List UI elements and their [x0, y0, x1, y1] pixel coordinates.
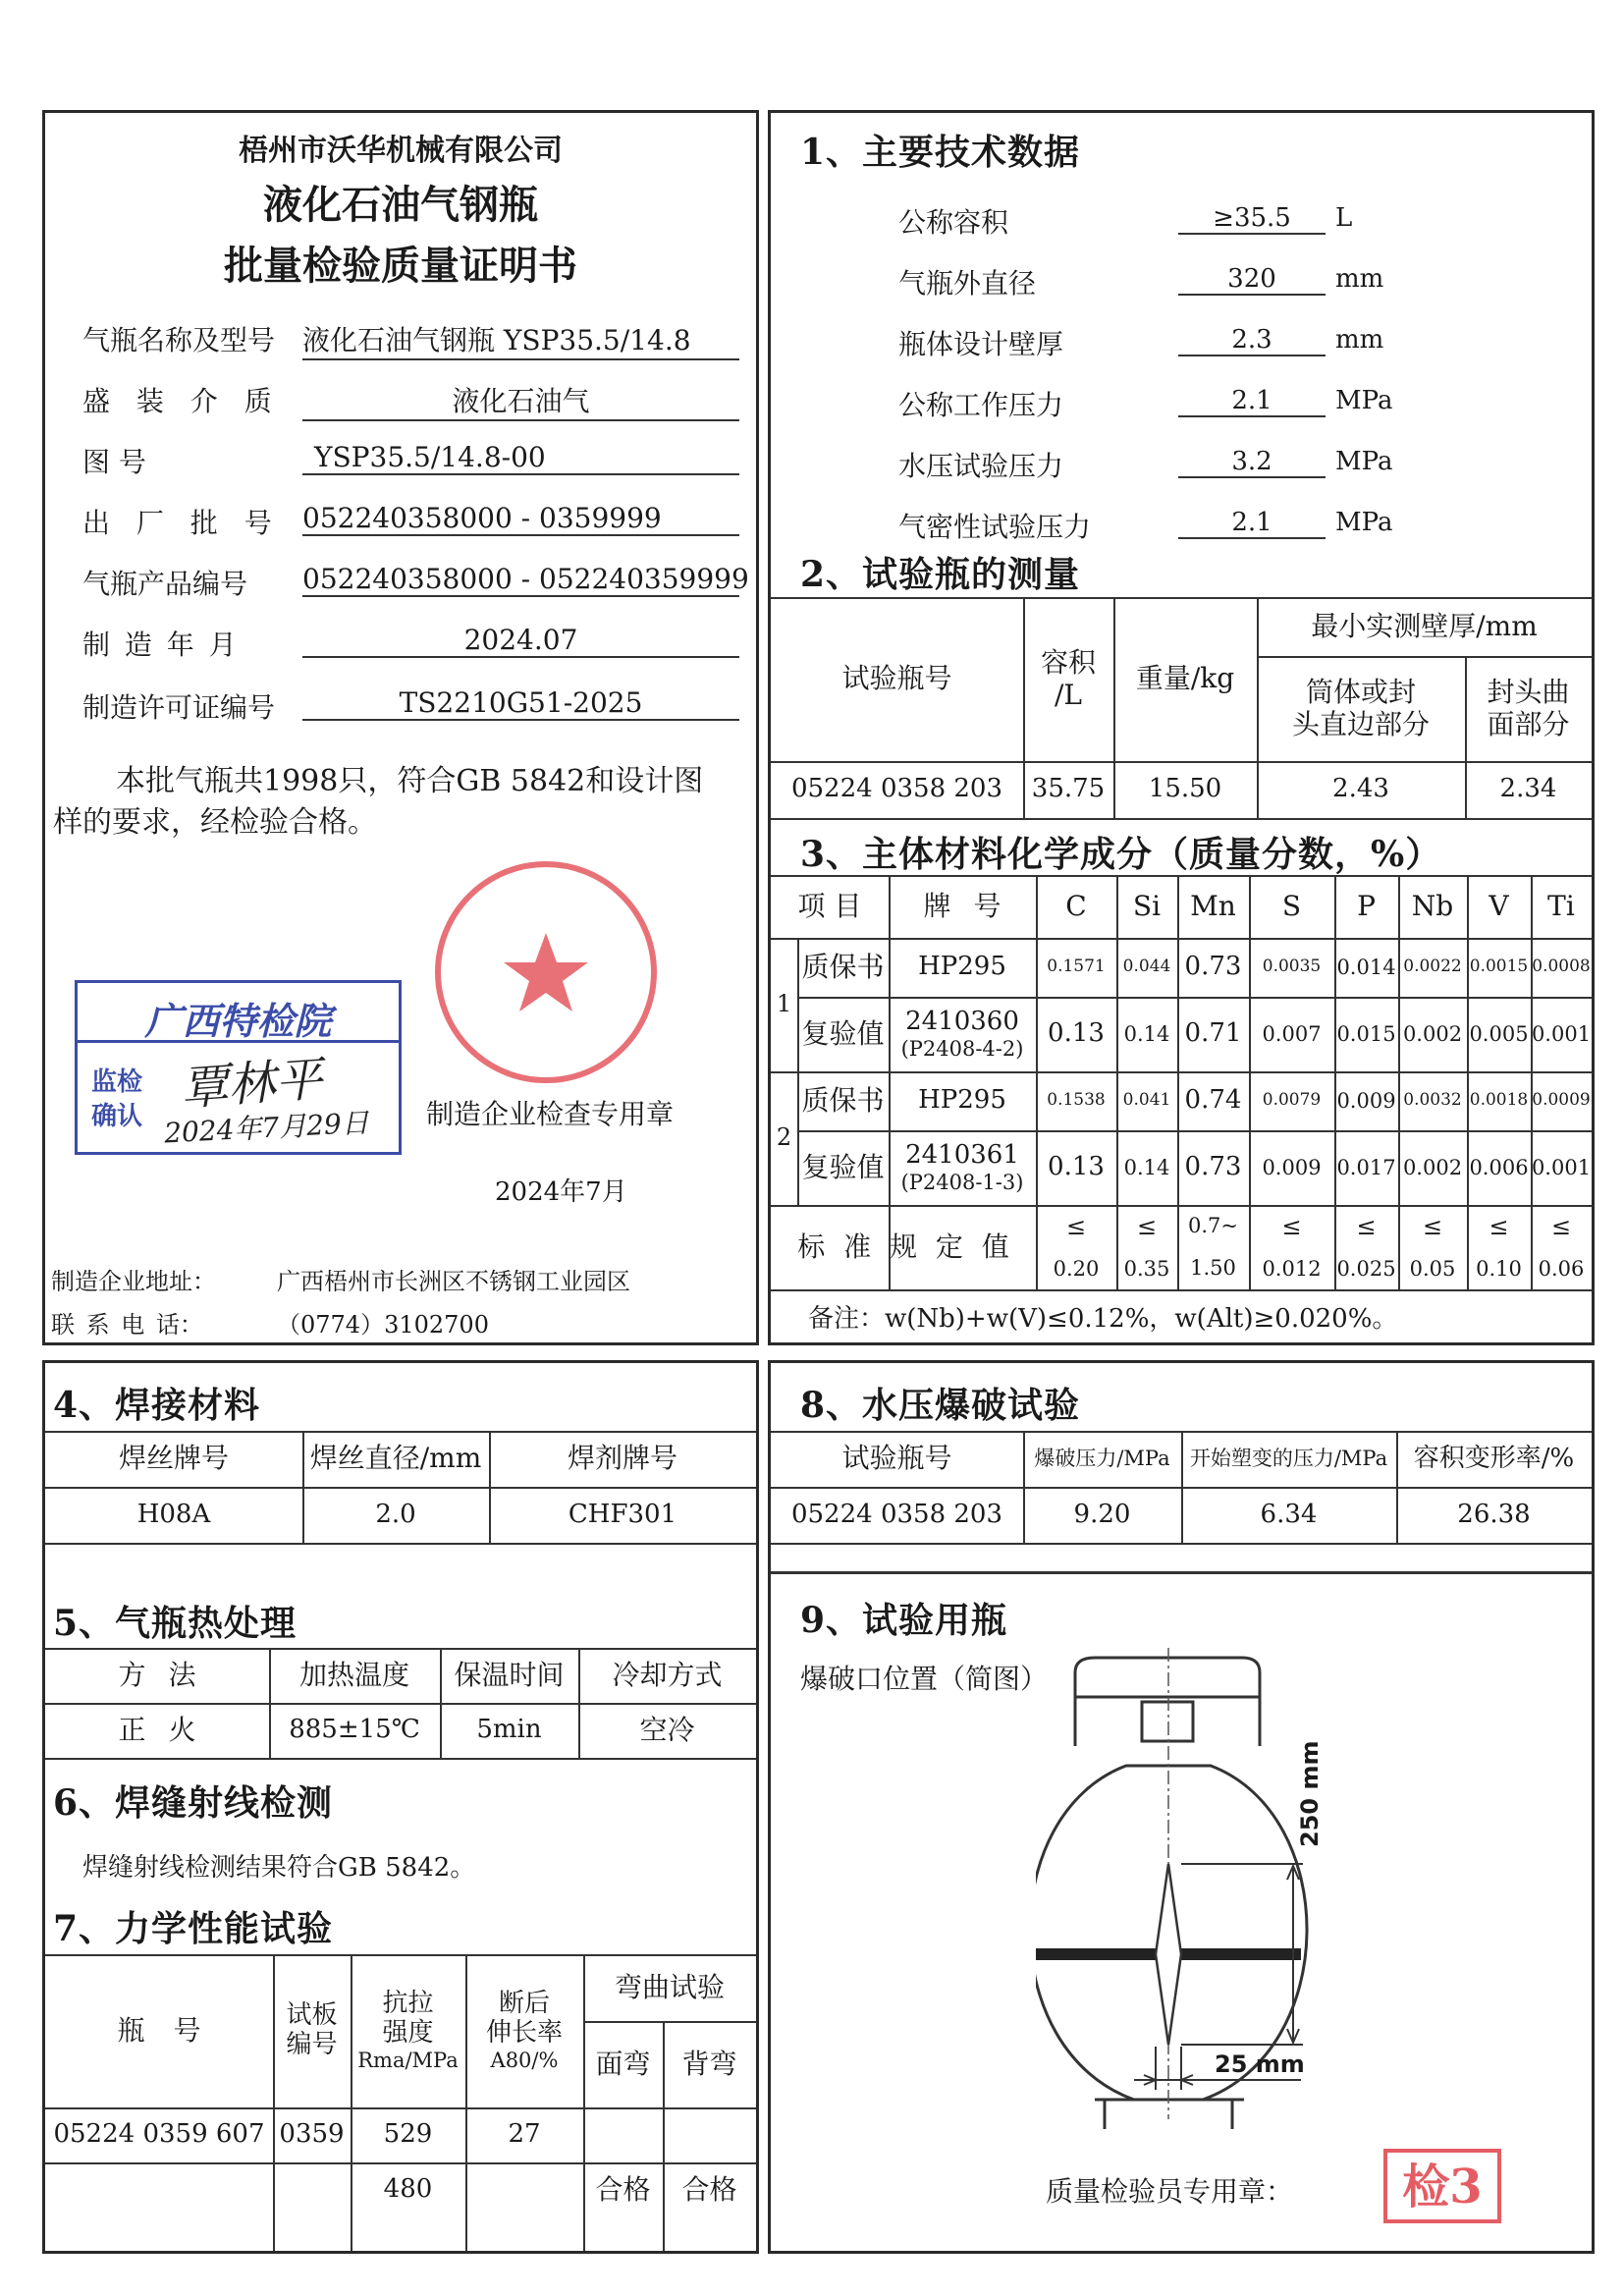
statement-line-1: 本批气瓶共1998只，符合GB 5842和设计图 [116, 764, 704, 798]
measure-head: 2.34 [1499, 774, 1557, 804]
chem-header-nb: Nb [1411, 889, 1454, 922]
inspection-role-2: 确认 [91, 1102, 143, 1131]
chem-header-v: V [1489, 889, 1509, 922]
chem-value: 0.002 [1402, 1021, 1463, 1046]
chem-standard-top: ≤ [1550, 1212, 1572, 1240]
tech-label-4: 水压试验压力 [898, 450, 1064, 482]
chem-value: 0.009 [1336, 1088, 1396, 1113]
chem-value: 0.13 [1048, 1152, 1105, 1182]
certificate-panel [42, 110, 759, 1345]
chem-standard-top: ≤ [1422, 1212, 1443, 1240]
chem-value: 0.0035 [1262, 957, 1322, 977]
chem-value: 0.73 [1184, 1152, 1242, 1182]
phone-label: 联 系 电 话： [51, 1311, 203, 1339]
field-value-license: TS2210G51-2025 [302, 686, 739, 721]
measure-header-body-1: 筒体或封 [1305, 676, 1416, 709]
chem-title: 3、主体材料化学成分（质量分数，%） [800, 834, 1442, 875]
burst-pressure: 9.20 [1073, 1499, 1131, 1529]
mech-plate: 0359 [279, 2119, 345, 2150]
tech-unit-0: L [1335, 203, 1353, 233]
measure-weight: 15.50 [1148, 774, 1222, 804]
measure-header-body [1257, 656, 1465, 761]
chem-header-s: S [1281, 889, 1302, 922]
measure-header-min-wall: 最小实测壁厚/mm [1311, 609, 1538, 642]
radio-title: 6、焊缝射线检测 [53, 1782, 334, 1824]
mech-header-tensile [351, 1954, 465, 2107]
chem-value: 0.006 [1469, 1155, 1529, 1179]
mech-elongation: 27 [508, 2119, 541, 2150]
tech-unit-1: mm [1335, 264, 1384, 294]
heat-header-hold: 保温时间 [454, 1658, 565, 1691]
chem-header-mn: Mn [1190, 889, 1236, 922]
measure-body: 2.43 [1332, 774, 1389, 804]
measure-header-weight: 重量/kg [1135, 662, 1235, 695]
chem-value: 0.0009 [1532, 1090, 1591, 1111]
chem-row-label: 质保书 [801, 950, 885, 983]
chem-row-label: 复验值 [801, 1016, 885, 1050]
heat-temp: 885±15℃ [289, 1715, 420, 1745]
tech-unit-4: MPa [1335, 447, 1393, 476]
heat-title: 5、气瓶热处理 [53, 1603, 298, 1644]
field-value-drawing: YSP35.5/14.8-00 [302, 441, 739, 475]
process-panel [42, 1360, 759, 2254]
tech-unit-3: MPa [1335, 386, 1393, 415]
chem-row-grade [889, 997, 1036, 1071]
chem-value: 0.73 [1184, 952, 1242, 982]
measure-header-no: 试验瓶号 [841, 662, 952, 695]
tech-value-1: 320 [1178, 264, 1326, 296]
chem-value: 0.1538 [1047, 1090, 1106, 1111]
chem-standard-top: ≤ [1065, 1212, 1087, 1240]
chem-standard [1177, 1205, 1249, 1289]
address-label: 制造企业地址： [51, 1268, 216, 1295]
measure-header-head-1: 封头曲 [1487, 676, 1570, 709]
mech-back-bend: 合格 [681, 2172, 737, 2206]
doc-title-1: 液化石油气钢瓶 [263, 182, 538, 228]
chem-standard-bottom: 0.05 [1409, 1257, 1456, 1282]
chem-value: 0.13 [1048, 1018, 1105, 1049]
chem-value: 0.0022 [1403, 957, 1462, 977]
chem-header-si: Si [1132, 889, 1162, 922]
chem-standard-bottom: 0.06 [1538, 1257, 1585, 1282]
company-seal [428, 854, 664, 1090]
chem-standard-bottom: 0.35 [1123, 1257, 1170, 1282]
chem-value: 0.017 [1336, 1155, 1396, 1179]
field-label-drawing [82, 441, 289, 480]
tech-label-0: 公称容积 [898, 206, 1009, 239]
chem-standard [1249, 1205, 1334, 1289]
measure-header-vol-2: /L [1054, 678, 1083, 711]
chem-standard [1116, 1205, 1177, 1289]
measure-header-body-2: 头直边部分 [1291, 707, 1430, 740]
inspector-stamp: 检3 [1383, 2149, 1501, 2223]
welding-wire: H08A [136, 1499, 211, 1529]
welding-title: 4、焊接材料 [53, 1385, 261, 1426]
inspection-org: 广西特检院 [144, 999, 332, 1043]
tech-label-2: 瓶体设计壁厚 [898, 328, 1064, 360]
chem-row-grade-main: 2410360 [905, 1006, 1019, 1036]
chem-standard [1036, 1205, 1116, 1289]
tech-label-3: 公称工作压力 [898, 389, 1064, 421]
bottle-dim-vertical: 250 mm [1296, 1740, 1324, 1847]
chem-value: 0.0015 [1469, 957, 1529, 977]
chem-value: 0.0018 [1469, 1090, 1529, 1111]
measure-no: 05224 0358 203 [790, 774, 1003, 804]
welding-header-diameter: 焊丝直径/mm [309, 1442, 482, 1475]
chem-row-grade: HP295 [918, 1085, 1006, 1116]
burst-header-no: 试验瓶号 [841, 1442, 952, 1475]
chem-value: 0.74 [1184, 1085, 1242, 1116]
mech-header-face-bend: 面弯 [595, 2047, 651, 2080]
chem-standard-top: ≤ [1356, 1212, 1377, 1240]
chem-row-grade-main: 2410361 [905, 1139, 1019, 1170]
tech-value-5: 2.1 [1178, 508, 1326, 539]
tech-title: 1、主要技术数据 [800, 132, 1081, 173]
mech-no: 05224 0359 607 [53, 2119, 265, 2150]
chem-header-ti: Ti [1547, 889, 1575, 922]
mech-header-elongation [465, 1954, 583, 2107]
heat-header-temp: 加热温度 [298, 1658, 409, 1691]
chem-value: 0.014 [1336, 955, 1396, 979]
burst-panel [768, 1360, 1595, 2254]
chem-value: 0.044 [1122, 957, 1171, 977]
chem-value: 0.14 [1123, 1155, 1170, 1179]
field-label-model: 气瓶名称及型号 [82, 324, 276, 356]
mech-tensile: 529 [383, 2119, 433, 2150]
chem-standard-label: 标 准 规 定 值 [797, 1230, 1009, 1263]
chem-standard-top: ≤ [1136, 1212, 1158, 1240]
mech-header-elongation-1: 断后 [498, 1989, 550, 2019]
field-value-medium: 液化石油气 [302, 380, 739, 421]
chem-row-label: 质保书 [801, 1083, 885, 1117]
test-data-panel [768, 110, 1595, 1345]
mech-tensile-2: 480 [383, 2174, 433, 2205]
field-label-batch: 出 厂 批 号 [82, 507, 272, 539]
chem-standard-bottom: 0.10 [1476, 1257, 1522, 1282]
burst-yield: 6.34 [1260, 1499, 1318, 1529]
field-label-serial: 气瓶产品编号 [82, 568, 248, 600]
chem-standard-bottom: 0.20 [1053, 1257, 1100, 1282]
mech-header-tensile-1: 抗拉 [382, 1989, 434, 2019]
mech-face-bend: 合格 [595, 2172, 651, 2206]
chem-standard [1531, 1205, 1592, 1289]
chem-value: 0.0032 [1403, 1090, 1462, 1111]
chem-value: 0.1571 [1047, 957, 1106, 977]
tech-label-1: 气瓶外直径 [898, 267, 1037, 300]
measure-header-head [1465, 656, 1592, 761]
doc-title-2: 批量检验质量证明书 [224, 243, 577, 289]
chem-note: 备注：w(Nb)+w(V)≤0.12%，w(Alt)≥0.020%。 [808, 1304, 1398, 1334]
chem-row-label: 复验值 [801, 1150, 885, 1183]
chem-standard-bottom: 0.025 [1336, 1257, 1396, 1282]
field-label-date: 制 造 年 月 [82, 629, 237, 661]
seal-caption: 制造企业检查专用章 [426, 1098, 675, 1130]
chem-standard-bottom: 0.012 [1262, 1257, 1322, 1282]
chem-value: 0.009 [1262, 1155, 1322, 1179]
heat-header-cool: 冷却方式 [612, 1658, 723, 1691]
chem-value: 0.041 [1122, 1090, 1171, 1111]
chem-standard [1398, 1205, 1467, 1289]
mech-header-bend: 弯曲试验 [614, 1970, 725, 2003]
chem-value: 0.14 [1123, 1021, 1170, 1046]
welding-header-flux: 焊剂牌号 [567, 1442, 677, 1475]
heat-cool: 空冷 [639, 1713, 695, 1746]
measure-header-head-2: 面部分 [1487, 707, 1570, 740]
bottle-subtitle: 爆破口位置（简图） [800, 1663, 1049, 1695]
mech-header-tensile-2: 强度 [382, 2017, 434, 2048]
mech-header-elongation-2: 伸长率 [485, 2017, 563, 2048]
address-value: 广西梧州市长洲区不锈钢工业园区 [277, 1268, 630, 1295]
chem-value: 0.015 [1336, 1021, 1396, 1046]
chem-value: 0.007 [1262, 1021, 1322, 1046]
mech-header-back-bend: 背弯 [681, 2047, 737, 2080]
burst-header-deformation: 容积变形率/% [1413, 1443, 1575, 1473]
chem-standard-top: ≤ [1489, 1212, 1509, 1240]
company-name: 梧州市沃华机械有限公司 [239, 134, 563, 168]
chem-row-grade [889, 1130, 1036, 1205]
chem-value: 0.001 [1531, 1155, 1592, 1179]
field-value-serial: 052240358000 - 052240359999 [302, 563, 749, 595]
field-label-drawing-text: 图 号 [82, 446, 146, 478]
burst-title: 8、水压爆破试验 [800, 1385, 1081, 1426]
chem-row-grade: HP295 [918, 952, 1006, 982]
inspection-signature: 覃林平 [179, 1052, 325, 1117]
tech-value-0: ≥35.5 [1178, 203, 1326, 235]
heat-header-method: 方 法 [118, 1658, 196, 1691]
inspector-label: 质量检验员专用章： [1046, 2175, 1294, 2208]
chem-standard-bottom: 1.50 [1190, 1256, 1236, 1281]
burst-no: 05224 0358 203 [790, 1499, 1003, 1529]
chem-value: 0.001 [1531, 1021, 1592, 1046]
measure-header-vol [1023, 597, 1113, 761]
tech-value-3: 2.1 [1178, 386, 1326, 417]
burst-header-pressure: 爆破压力/MPa [1034, 1447, 1170, 1471]
chem-standard-top: 0.7~ [1188, 1214, 1238, 1238]
chem-header-item: 项 目 [797, 889, 862, 922]
chem-standard-top: ≤ [1281, 1212, 1302, 1240]
inspection-role-1: 监检 [91, 1067, 143, 1097]
chem-header-c: C [1065, 889, 1087, 922]
welding-diameter: 2.0 [375, 1499, 416, 1529]
mech-header-plate [273, 1954, 351, 2107]
chem-group-index: 1 [776, 990, 792, 1018]
mech-header-plate-2: 编号 [286, 2030, 338, 2059]
heat-method: 正 火 [118, 1713, 196, 1746]
chem-standard [1467, 1205, 1531, 1289]
heat-hold: 5min [476, 1715, 542, 1745]
chem-row-grade-sub: (P2408-1-3) [900, 1170, 1024, 1194]
tech-value-2: 2.3 [1178, 325, 1326, 356]
statement-line-2: 样的要求，经检验合格。 [53, 805, 377, 840]
field-value-date: 2024.07 [302, 624, 739, 658]
chem-value: 0.71 [1184, 1018, 1242, 1049]
bottle-title: 9、试验用瓶 [800, 1600, 1008, 1641]
inspection-date: 2024年7月29日 [163, 1106, 370, 1150]
welding-flux: CHF301 [568, 1499, 677, 1529]
chem-header-grade: 牌 号 [923, 889, 1001, 922]
tech-value-4: 3.2 [1178, 447, 1326, 478]
phone-value: （0774）3102700 [277, 1311, 489, 1339]
chem-value: 0.0008 [1532, 957, 1591, 977]
measure-vol: 35.75 [1031, 774, 1106, 804]
chem-value: 0.005 [1469, 1021, 1529, 1046]
mech-title: 7、力学性能试验 [53, 1908, 334, 1949]
measure-title: 2、试验瓶的测量 [800, 554, 1081, 595]
chem-value: 0.0079 [1262, 1090, 1322, 1111]
tech-unit-5: MPa [1335, 508, 1393, 537]
tech-label-5: 气密性试验压力 [898, 511, 1092, 543]
radio-text: 焊缝射线检测结果符合GB 5842。 [82, 1853, 476, 1883]
burst-header-yield: 开始塑变的压力/MPa [1189, 1447, 1388, 1471]
seal-date: 2024年7月 [495, 1177, 627, 1207]
field-value-model: 液化石油气钢瓶 YSP35.5/14.8 [302, 319, 739, 360]
burst-deformation: 26.38 [1457, 1499, 1531, 1529]
welding-header-wire: 焊丝牌号 [118, 1442, 229, 1475]
mech-header-elongation-3: A80/% [490, 2048, 559, 2072]
mech-header-plate-1: 试板 [286, 2000, 338, 2031]
field-label-license: 制造许可证编号 [82, 691, 276, 724]
field-value-batch: 052240358000 - 0359999 [302, 502, 739, 536]
chem-group-index: 2 [776, 1123, 792, 1152]
chem-value: 0.002 [1402, 1155, 1463, 1179]
field-label-medium: 盛 装 介 质 [82, 385, 272, 417]
mech-header-no: 瓶 号 [117, 2013, 201, 2047]
tech-unit-2: mm [1335, 325, 1384, 355]
chem-standard [1334, 1205, 1398, 1289]
measure-header-vol-1: 容积 [1040, 646, 1096, 680]
bottle-dim-horizontal: 25 mm [1215, 2050, 1305, 2078]
chem-row-grade-sub: (P2408-4-2) [900, 1036, 1024, 1061]
chem-header-p: P [1357, 889, 1376, 922]
mech-header-tensile-3: Rma/MPa [357, 2048, 459, 2072]
inspection-stamp [75, 980, 402, 1155]
